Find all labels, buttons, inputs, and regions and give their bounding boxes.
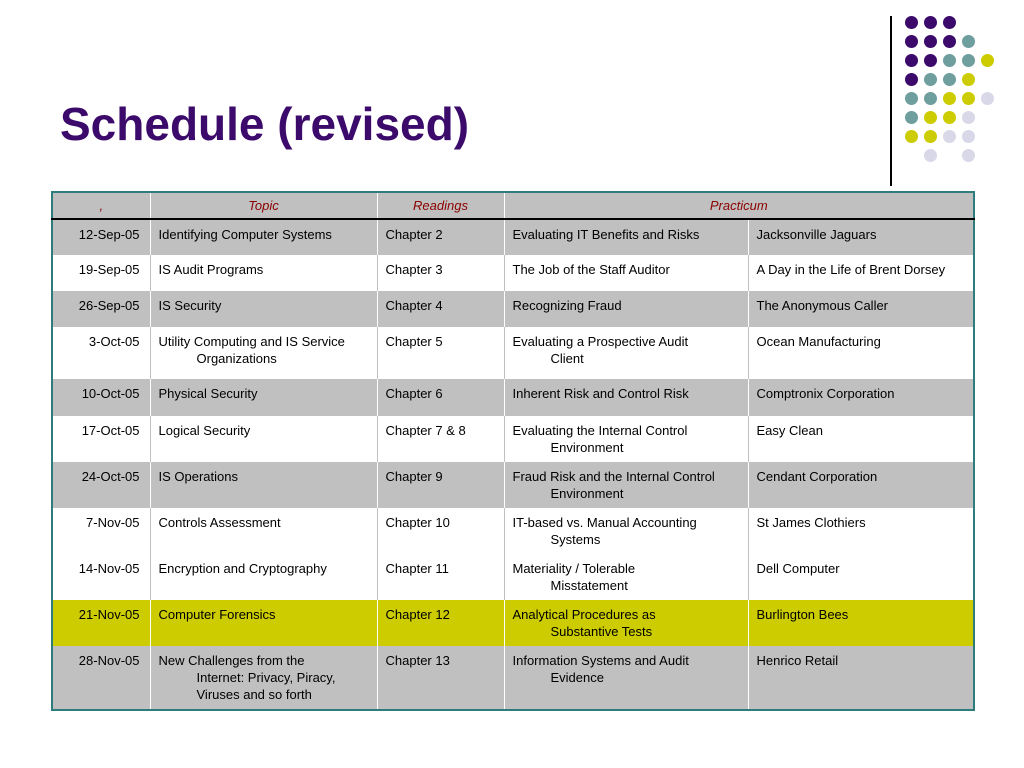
practicum-text: Evaluating the Internal Control xyxy=(512,423,688,438)
practicum-cell xyxy=(504,291,748,327)
decorative-dot-grid xyxy=(905,16,1005,166)
readings-cell: Chapter 3 xyxy=(377,255,504,291)
practicum-cell xyxy=(504,416,748,462)
date-cell: 12-Sep-05 xyxy=(52,219,150,255)
case-cell: The Anonymous Caller xyxy=(748,291,974,327)
readings-cell: Chapter 7 & 8 xyxy=(377,416,504,462)
topic-text: Controls Assessment xyxy=(158,515,281,530)
readings-cell: Chapter 12 xyxy=(377,600,504,646)
decorative-dot xyxy=(905,92,918,105)
decorative-dot xyxy=(962,130,975,143)
date-cell: 28-Nov-05 xyxy=(52,646,150,710)
topic-text: New Challenges from the xyxy=(158,653,305,668)
table-row xyxy=(52,327,974,379)
practicum-cell xyxy=(504,554,748,600)
decorative-dot xyxy=(905,35,918,48)
table-row xyxy=(52,291,974,327)
readings-cell: Chapter 11 xyxy=(377,554,504,600)
decorative-dot xyxy=(962,35,975,48)
practicum-text: Analytical Procedures as xyxy=(512,607,656,622)
topic-text: Identifying Computer Systems xyxy=(158,227,332,242)
practicum-cell xyxy=(504,255,748,291)
practicum-text: Information Systems and Audit xyxy=(512,653,689,668)
readings-cell: Chapter 13 xyxy=(377,646,504,710)
case-cell: Ocean Manufacturing xyxy=(748,327,974,379)
practicum-text: Evaluating IT Benefits and Risks xyxy=(512,227,700,242)
header-date: , xyxy=(52,192,150,219)
practicum-text: Fraud Risk and the Internal Control xyxy=(512,469,715,484)
schedule-table xyxy=(51,191,975,711)
decorative-dot xyxy=(905,73,918,86)
decorative-dot xyxy=(943,111,956,124)
practicum-cell xyxy=(504,327,748,379)
date-cell: 3-Oct-05 xyxy=(52,327,150,379)
case-cell: Jacksonville Jaguars xyxy=(748,219,974,255)
readings-cell: Chapter 10 xyxy=(377,508,504,554)
practicum-text: Recognizing Fraud xyxy=(512,298,622,313)
readings-cell: Chapter 4 xyxy=(377,291,504,327)
practicum-cell xyxy=(504,219,748,255)
header-readings: Readings xyxy=(377,192,504,219)
practicum-text-continued: Evidence xyxy=(550,670,604,685)
slide-title: Schedule (revised) xyxy=(60,98,470,150)
topic-text-continued: Internet: Privacy, Piracy, xyxy=(196,670,336,685)
topic-text: IS Operations xyxy=(158,469,238,484)
practicum-cell xyxy=(504,646,748,710)
decorative-dot xyxy=(905,111,918,124)
decorative-dot xyxy=(905,16,918,29)
table-row xyxy=(52,416,974,462)
readings-cell: Chapter 2 xyxy=(377,219,504,255)
decorative-dot xyxy=(981,92,994,105)
topic-text: Encryption and Cryptography xyxy=(158,561,327,576)
practicum-text: Inherent Risk and Control Risk xyxy=(512,386,689,401)
topic-text: Utility Computing and IS Service xyxy=(158,334,345,349)
practicum-cell xyxy=(504,508,748,554)
table-row xyxy=(52,462,974,508)
decorative-dot xyxy=(924,16,937,29)
decorative-dot xyxy=(962,149,975,162)
practicum-text-continued: Environment xyxy=(550,440,624,455)
table-row xyxy=(52,508,974,554)
case-cell: Henrico Retail xyxy=(748,646,974,710)
topic-cell xyxy=(150,291,377,327)
table-row xyxy=(52,646,974,710)
case-cell: A Day in the Life of Brent Dorsey xyxy=(748,255,974,291)
table-header-row xyxy=(52,192,974,219)
date-cell: 19-Sep-05 xyxy=(52,255,150,291)
decorative-dot xyxy=(962,111,975,124)
practicum-text-continued: Client xyxy=(550,351,584,366)
decorative-dot xyxy=(943,16,956,29)
topic-text: IS Security xyxy=(158,298,222,313)
table-row-highlighted xyxy=(52,600,974,646)
decorative-dot xyxy=(943,73,956,86)
practicum-text-continued: Misstatement xyxy=(550,578,628,593)
topic-cell xyxy=(150,600,377,646)
date-cell: 26-Sep-05 xyxy=(52,291,150,327)
case-cell: St James Clothiers xyxy=(748,508,974,554)
case-cell: Burlington Bees xyxy=(748,600,974,646)
practicum-cell xyxy=(504,600,748,646)
header-practicum: Practicum xyxy=(504,192,974,219)
topic-text-continued-2: Viruses and so forth xyxy=(196,687,312,702)
topic-cell xyxy=(150,255,377,291)
topic-cell xyxy=(150,554,377,600)
topic-text: Computer Forensics xyxy=(158,607,276,622)
date-cell: 10-Oct-05 xyxy=(52,379,150,416)
readings-cell: Chapter 5 xyxy=(377,327,504,379)
topic-cell xyxy=(150,646,377,710)
table-row xyxy=(52,554,974,600)
topic-cell xyxy=(150,462,377,508)
decorative-dot xyxy=(924,130,937,143)
topic-text: IS Audit Programs xyxy=(158,262,264,277)
decorative-dot xyxy=(905,54,918,67)
case-cell: Comptronix Corporation xyxy=(748,379,974,416)
practicum-text: IT-based vs. Manual Accounting xyxy=(512,515,697,530)
practicum-text: Evaluating a Prospective Audit xyxy=(512,334,689,349)
practicum-text-continued: Systems xyxy=(550,532,601,547)
decorative-dot xyxy=(905,130,918,143)
case-cell: Cendant Corporation xyxy=(748,462,974,508)
topic-text: Physical Security xyxy=(158,386,258,401)
case-cell: Easy Clean xyxy=(748,416,974,462)
decorative-dot xyxy=(924,92,937,105)
decorative-dot xyxy=(962,92,975,105)
practicum-text: The Job of the Staff Auditor xyxy=(512,262,670,277)
decorative-dot xyxy=(924,35,937,48)
practicum-text-continued: Substantive Tests xyxy=(550,624,653,639)
date-cell: 14-Nov-05 xyxy=(52,554,150,600)
decorative-dot xyxy=(943,92,956,105)
practicum-cell xyxy=(504,462,748,508)
date-cell: 24-Oct-05 xyxy=(52,462,150,508)
date-cell: 7-Nov-05 xyxy=(52,508,150,554)
decorative-dot xyxy=(943,35,956,48)
table-row xyxy=(52,219,974,255)
topic-text-continued: Organizations xyxy=(196,351,277,366)
topic-cell xyxy=(150,219,377,255)
decorative-dot xyxy=(943,130,956,143)
readings-cell: Chapter 9 xyxy=(377,462,504,508)
decorative-dot xyxy=(924,54,937,67)
header-topic: Topic xyxy=(150,192,377,219)
date-cell: 17-Oct-05 xyxy=(52,416,150,462)
topic-cell xyxy=(150,508,377,554)
decorative-dot xyxy=(962,73,975,86)
decorative-dot xyxy=(962,54,975,67)
table-row xyxy=(52,255,974,291)
topic-text: Logical Security xyxy=(158,423,251,438)
decorative-dot xyxy=(981,54,994,67)
title-divider-line xyxy=(890,16,892,186)
practicum-cell xyxy=(504,379,748,416)
decorative-dot xyxy=(943,54,956,67)
topic-cell xyxy=(150,416,377,462)
practicum-text-continued: Environment xyxy=(550,486,624,501)
case-cell: Dell Computer xyxy=(748,554,974,600)
decorative-dot xyxy=(924,111,937,124)
decorative-dot xyxy=(924,73,937,86)
date-cell: 21-Nov-05 xyxy=(52,600,150,646)
topic-cell xyxy=(150,379,377,416)
table-row xyxy=(52,379,974,416)
practicum-text: Materiality / Tolerable xyxy=(512,561,636,576)
topic-cell xyxy=(150,327,377,379)
decorative-dot xyxy=(924,149,937,162)
readings-cell: Chapter 6 xyxy=(377,379,504,416)
